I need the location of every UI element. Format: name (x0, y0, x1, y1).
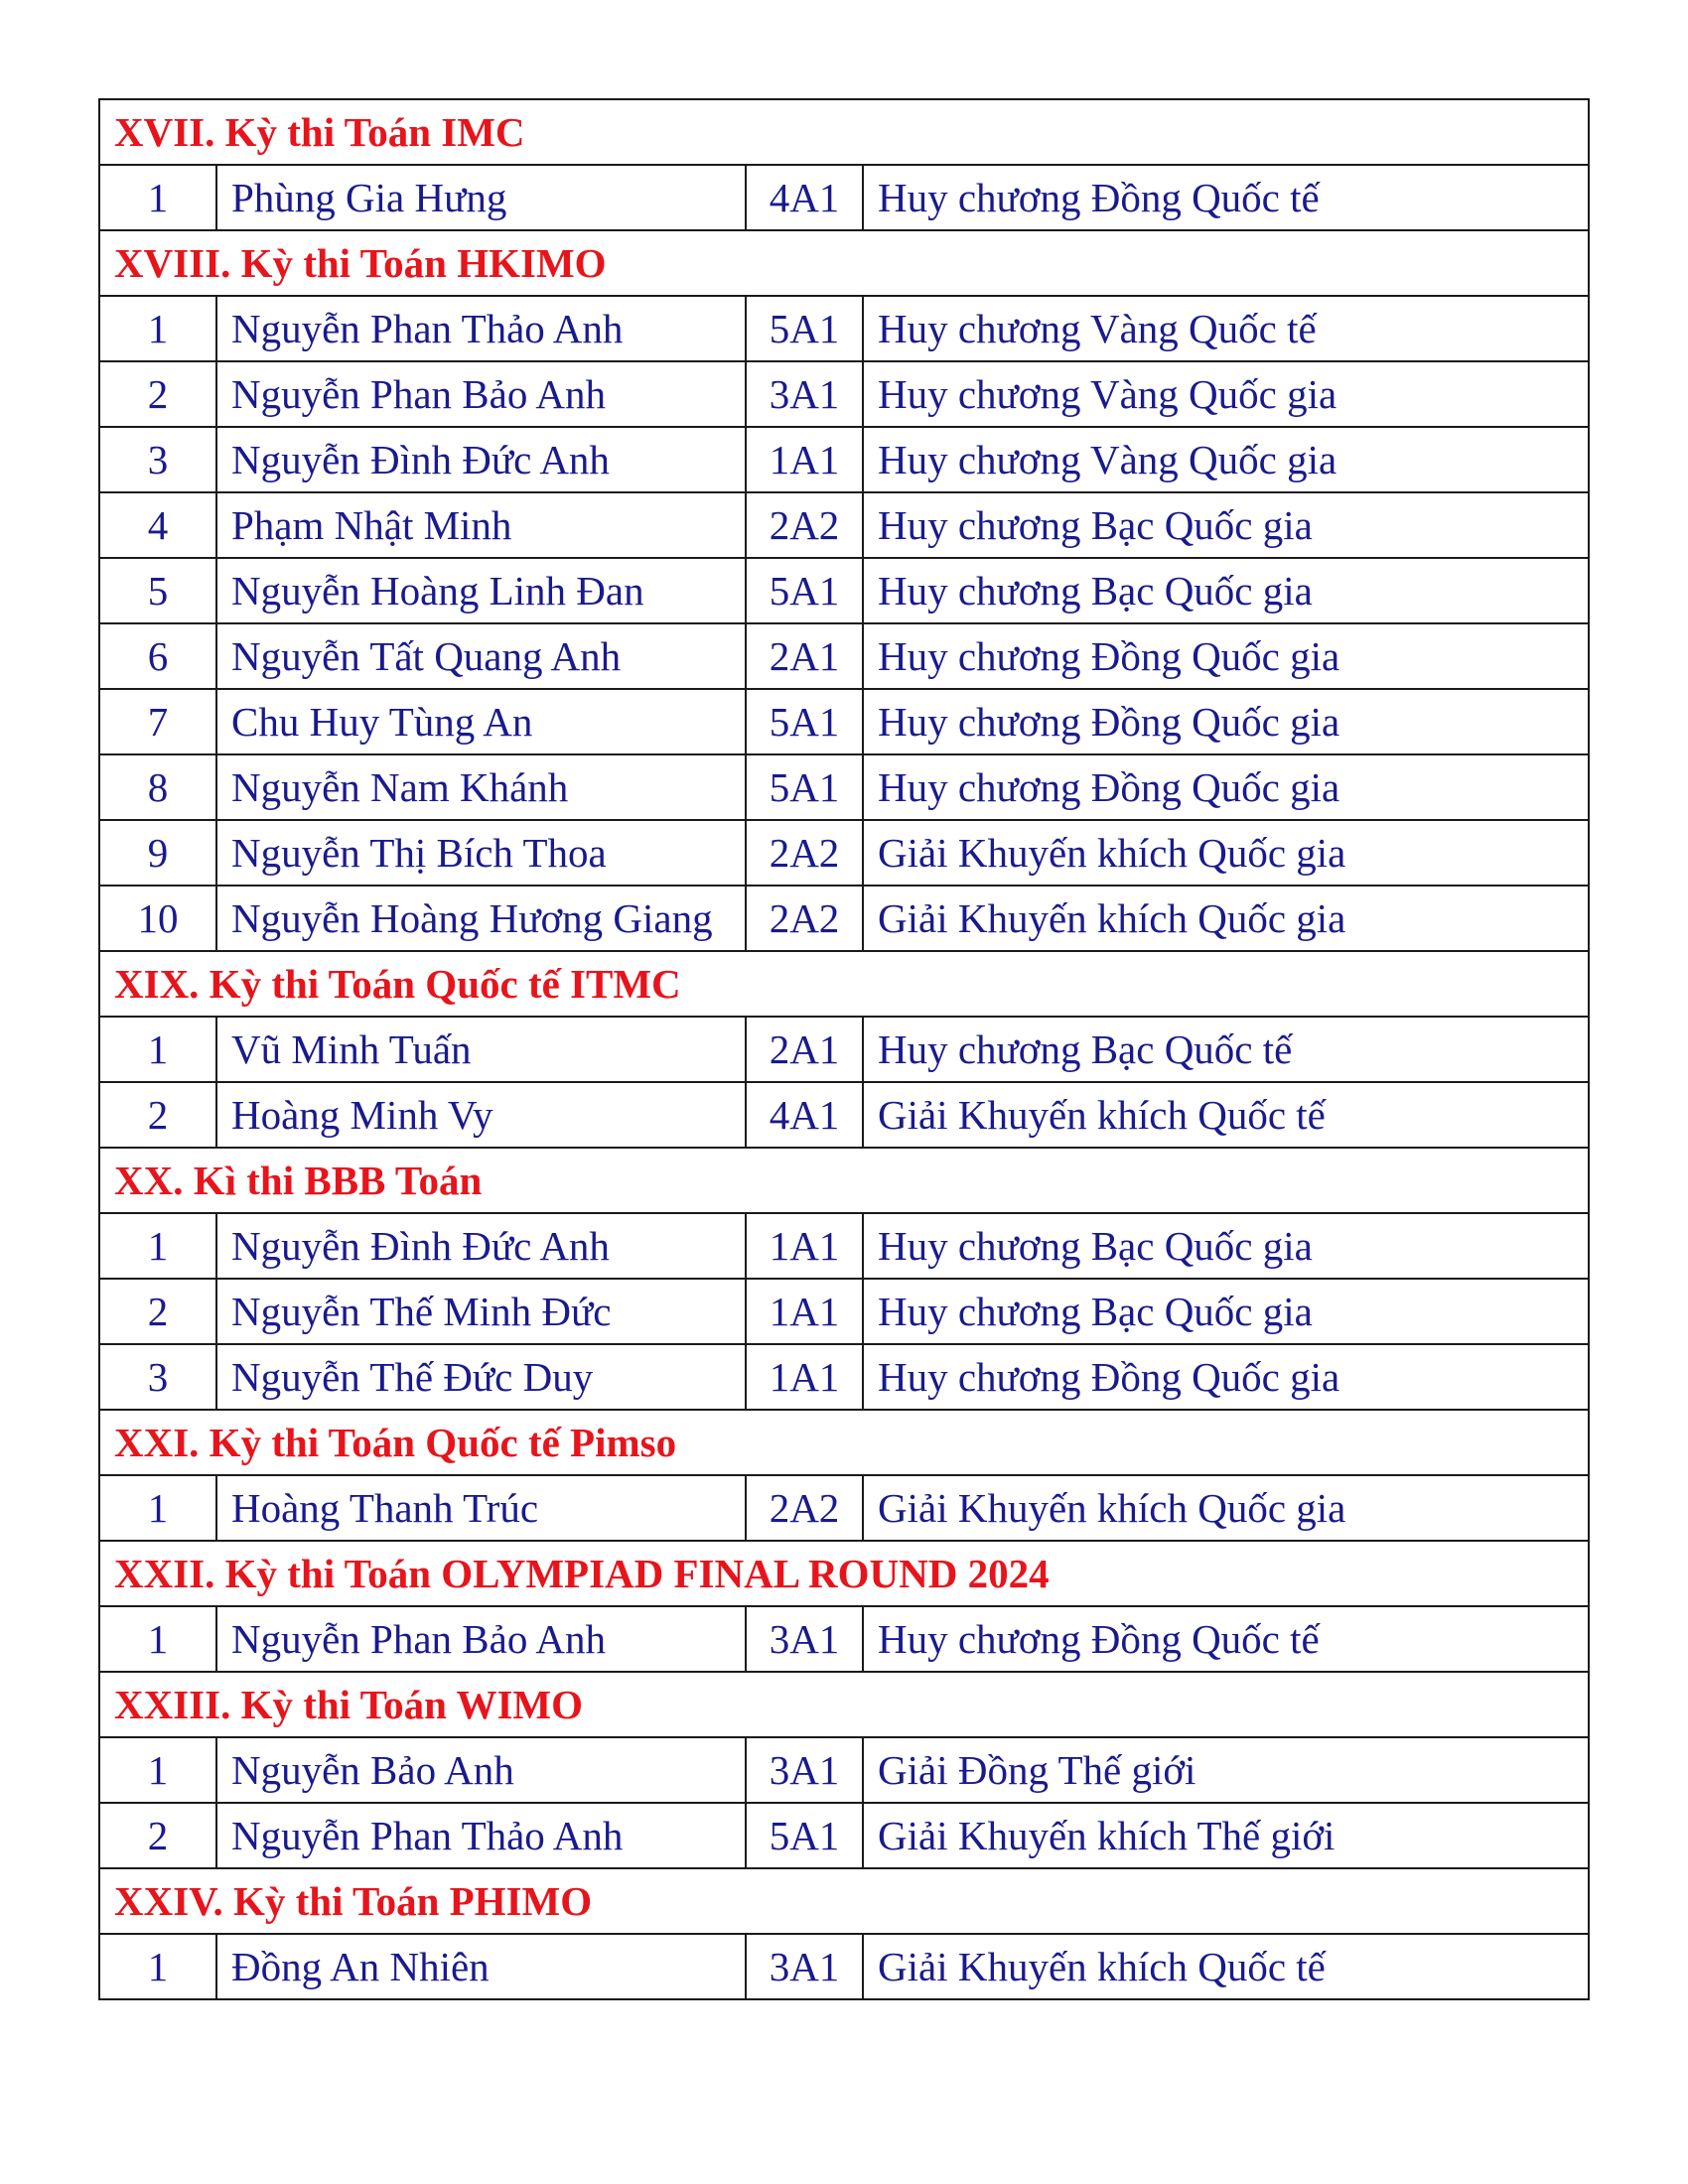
student-name: Chu Huy Tùng An (216, 689, 746, 754)
award-name: Huy chương Bạc Quốc gia (863, 1213, 1589, 1279)
award-name: Huy chương Đồng Quốc gia (863, 1344, 1589, 1410)
row-number: 2 (99, 361, 216, 427)
table-row (99, 296, 1589, 361)
award-name: Huy chương Đồng Quốc tế (863, 165, 1589, 230)
table-row (99, 1737, 1589, 1803)
award-name: Giải Khuyến khích Quốc gia (863, 820, 1589, 886)
row-number: 2 (99, 1279, 216, 1344)
class-name: 3A1 (746, 1737, 863, 1803)
class-name: 3A1 (746, 1934, 863, 1999)
table-row (99, 820, 1589, 886)
award-name: Giải Khuyến khích Thế giới (863, 1803, 1589, 1868)
table-row (99, 361, 1589, 427)
table-row (99, 1082, 1589, 1148)
row-number: 10 (99, 886, 216, 951)
row-number: 2 (99, 1082, 216, 1148)
class-name: 2A1 (746, 1017, 863, 1082)
section-title: XXIII. Kỳ thi Toán WIMO (99, 1672, 1589, 1737)
award-name: Giải Khuyến khích Quốc gia (863, 886, 1589, 951)
row-number: 3 (99, 427, 216, 492)
class-name: 2A2 (746, 820, 863, 886)
row-number: 1 (99, 165, 216, 230)
table-row (99, 1344, 1589, 1410)
class-name: 2A2 (746, 886, 863, 951)
student-name: Hoàng Minh Vy (216, 1082, 746, 1148)
table-row (99, 886, 1589, 951)
row-number: 1 (99, 1606, 216, 1672)
table-row (99, 754, 1589, 820)
section-header-row (99, 230, 1589, 296)
row-number: 5 (99, 558, 216, 623)
class-name: 1A1 (746, 1344, 863, 1410)
award-name: Huy chương Bạc Quốc gia (863, 492, 1589, 558)
student-name: Nguyễn Bảo Anh (216, 1737, 746, 1803)
table-row (99, 1213, 1589, 1279)
row-number: 4 (99, 492, 216, 558)
student-name: Nguyễn Phan Bảo Anh (216, 361, 746, 427)
class-name: 1A1 (746, 1213, 863, 1279)
student-name: Nguyễn Đình Đức Anh (216, 1213, 746, 1279)
award-name: Huy chương Đồng Quốc tế (863, 1606, 1589, 1672)
table-row (99, 427, 1589, 492)
class-name: 5A1 (746, 754, 863, 820)
class-name: 3A1 (746, 361, 863, 427)
section-header-row (99, 1672, 1589, 1737)
student-name: Nguyễn Phan Thảo Anh (216, 1803, 746, 1868)
student-name: Nguyễn Phan Thảo Anh (216, 296, 746, 361)
table-row (99, 558, 1589, 623)
table-row (99, 1606, 1589, 1672)
table-row (99, 623, 1589, 689)
section-title: XXIV. Kỳ thi Toán PHIMO (99, 1868, 1589, 1934)
class-name: 1A1 (746, 1279, 863, 1344)
row-number: 1 (99, 1017, 216, 1082)
row-number: 1 (99, 296, 216, 361)
student-name: Nguyễn Thế Đức Duy (216, 1344, 746, 1410)
row-number: 1 (99, 1737, 216, 1803)
section-title: XXII. Kỳ thi Toán OLYMPIAD FINAL ROUND 2024 (99, 1541, 1589, 1606)
class-name: 2A2 (746, 492, 863, 558)
student-name: Phùng Gia Hưng (216, 165, 746, 230)
row-number: 2 (99, 1803, 216, 1868)
awards-table-body (99, 99, 1589, 1999)
student-name: Nguyễn Thị Bích Thoa (216, 820, 746, 886)
table-row (99, 689, 1589, 754)
class-name: 5A1 (746, 558, 863, 623)
row-number: 1 (99, 1475, 216, 1541)
award-name: Huy chương Bạc Quốc tế (863, 1017, 1589, 1082)
section-header-row (99, 951, 1589, 1017)
row-number: 1 (99, 1934, 216, 1999)
student-name: Nguyễn Hoàng Linh Đan (216, 558, 746, 623)
section-header-row (99, 1541, 1589, 1606)
class-name: 2A2 (746, 1475, 863, 1541)
student-name: Nguyễn Tất Quang Anh (216, 623, 746, 689)
class-name: 2A1 (746, 623, 863, 689)
section-title: XVII. Kỳ thi Toán IMC (99, 99, 1589, 165)
class-name: 3A1 (746, 1606, 863, 1672)
award-name: Huy chương Vàng Quốc tế (863, 296, 1589, 361)
row-number: 1 (99, 1213, 216, 1279)
table-row (99, 1017, 1589, 1082)
table-row (99, 1475, 1589, 1541)
class-name: 4A1 (746, 1082, 863, 1148)
award-name: Huy chương Bạc Quốc gia (863, 558, 1589, 623)
row-number: 3 (99, 1344, 216, 1410)
award-name: Giải Đồng Thế giới (863, 1737, 1589, 1803)
row-number: 6 (99, 623, 216, 689)
row-number: 9 (99, 820, 216, 886)
student-name: Đồng An Nhiên (216, 1934, 746, 1999)
student-name: Phạm Nhật Minh (216, 492, 746, 558)
award-name: Huy chương Đồng Quốc gia (863, 754, 1589, 820)
section-header-row (99, 99, 1589, 165)
student-name: Nguyễn Đình Đức Anh (216, 427, 746, 492)
award-name: Huy chương Đồng Quốc gia (863, 689, 1589, 754)
table-row (99, 1279, 1589, 1344)
award-name: Huy chương Vàng Quốc gia (863, 427, 1589, 492)
table-row (99, 1934, 1589, 1999)
class-name: 1A1 (746, 427, 863, 492)
row-number: 7 (99, 689, 216, 754)
award-name: Huy chương Đồng Quốc gia (863, 623, 1589, 689)
table-row (99, 165, 1589, 230)
award-name: Giải Khuyến khích Quốc gia (863, 1475, 1589, 1541)
class-name: 4A1 (746, 165, 863, 230)
class-name: 5A1 (746, 689, 863, 754)
section-header-row (99, 1868, 1589, 1934)
table-row (99, 1803, 1589, 1868)
awards-table (98, 98, 1590, 2000)
award-name: Giải Khuyến khích Quốc tế (863, 1934, 1589, 1999)
table-row (99, 492, 1589, 558)
section-title: XIX. Kỳ thi Toán Quốc tế ITMC (99, 951, 1589, 1017)
section-title: XX. Kì thi BBB Toán (99, 1148, 1589, 1213)
section-title: XVIII. Kỳ thi Toán HKIMO (99, 230, 1589, 296)
student-name: Hoàng Thanh Trúc (216, 1475, 746, 1541)
section-header-row (99, 1148, 1589, 1213)
section-header-row (99, 1410, 1589, 1475)
section-title: XXI. Kỳ thi Toán Quốc tế Pimso (99, 1410, 1589, 1475)
student-name: Nguyễn Phan Bảo Anh (216, 1606, 746, 1672)
award-name: Huy chương Bạc Quốc gia (863, 1279, 1589, 1344)
student-name: Nguyễn Nam Khánh (216, 754, 746, 820)
class-name: 5A1 (746, 1803, 863, 1868)
award-name: Huy chương Vàng Quốc gia (863, 361, 1589, 427)
row-number: 8 (99, 754, 216, 820)
student-name: Nguyễn Hoàng Hương Giang (216, 886, 746, 951)
class-name: 5A1 (746, 296, 863, 361)
award-name: Giải Khuyến khích Quốc tế (863, 1082, 1589, 1148)
student-name: Vũ Minh Tuấn (216, 1017, 746, 1082)
student-name: Nguyễn Thế Minh Đức (216, 1279, 746, 1344)
